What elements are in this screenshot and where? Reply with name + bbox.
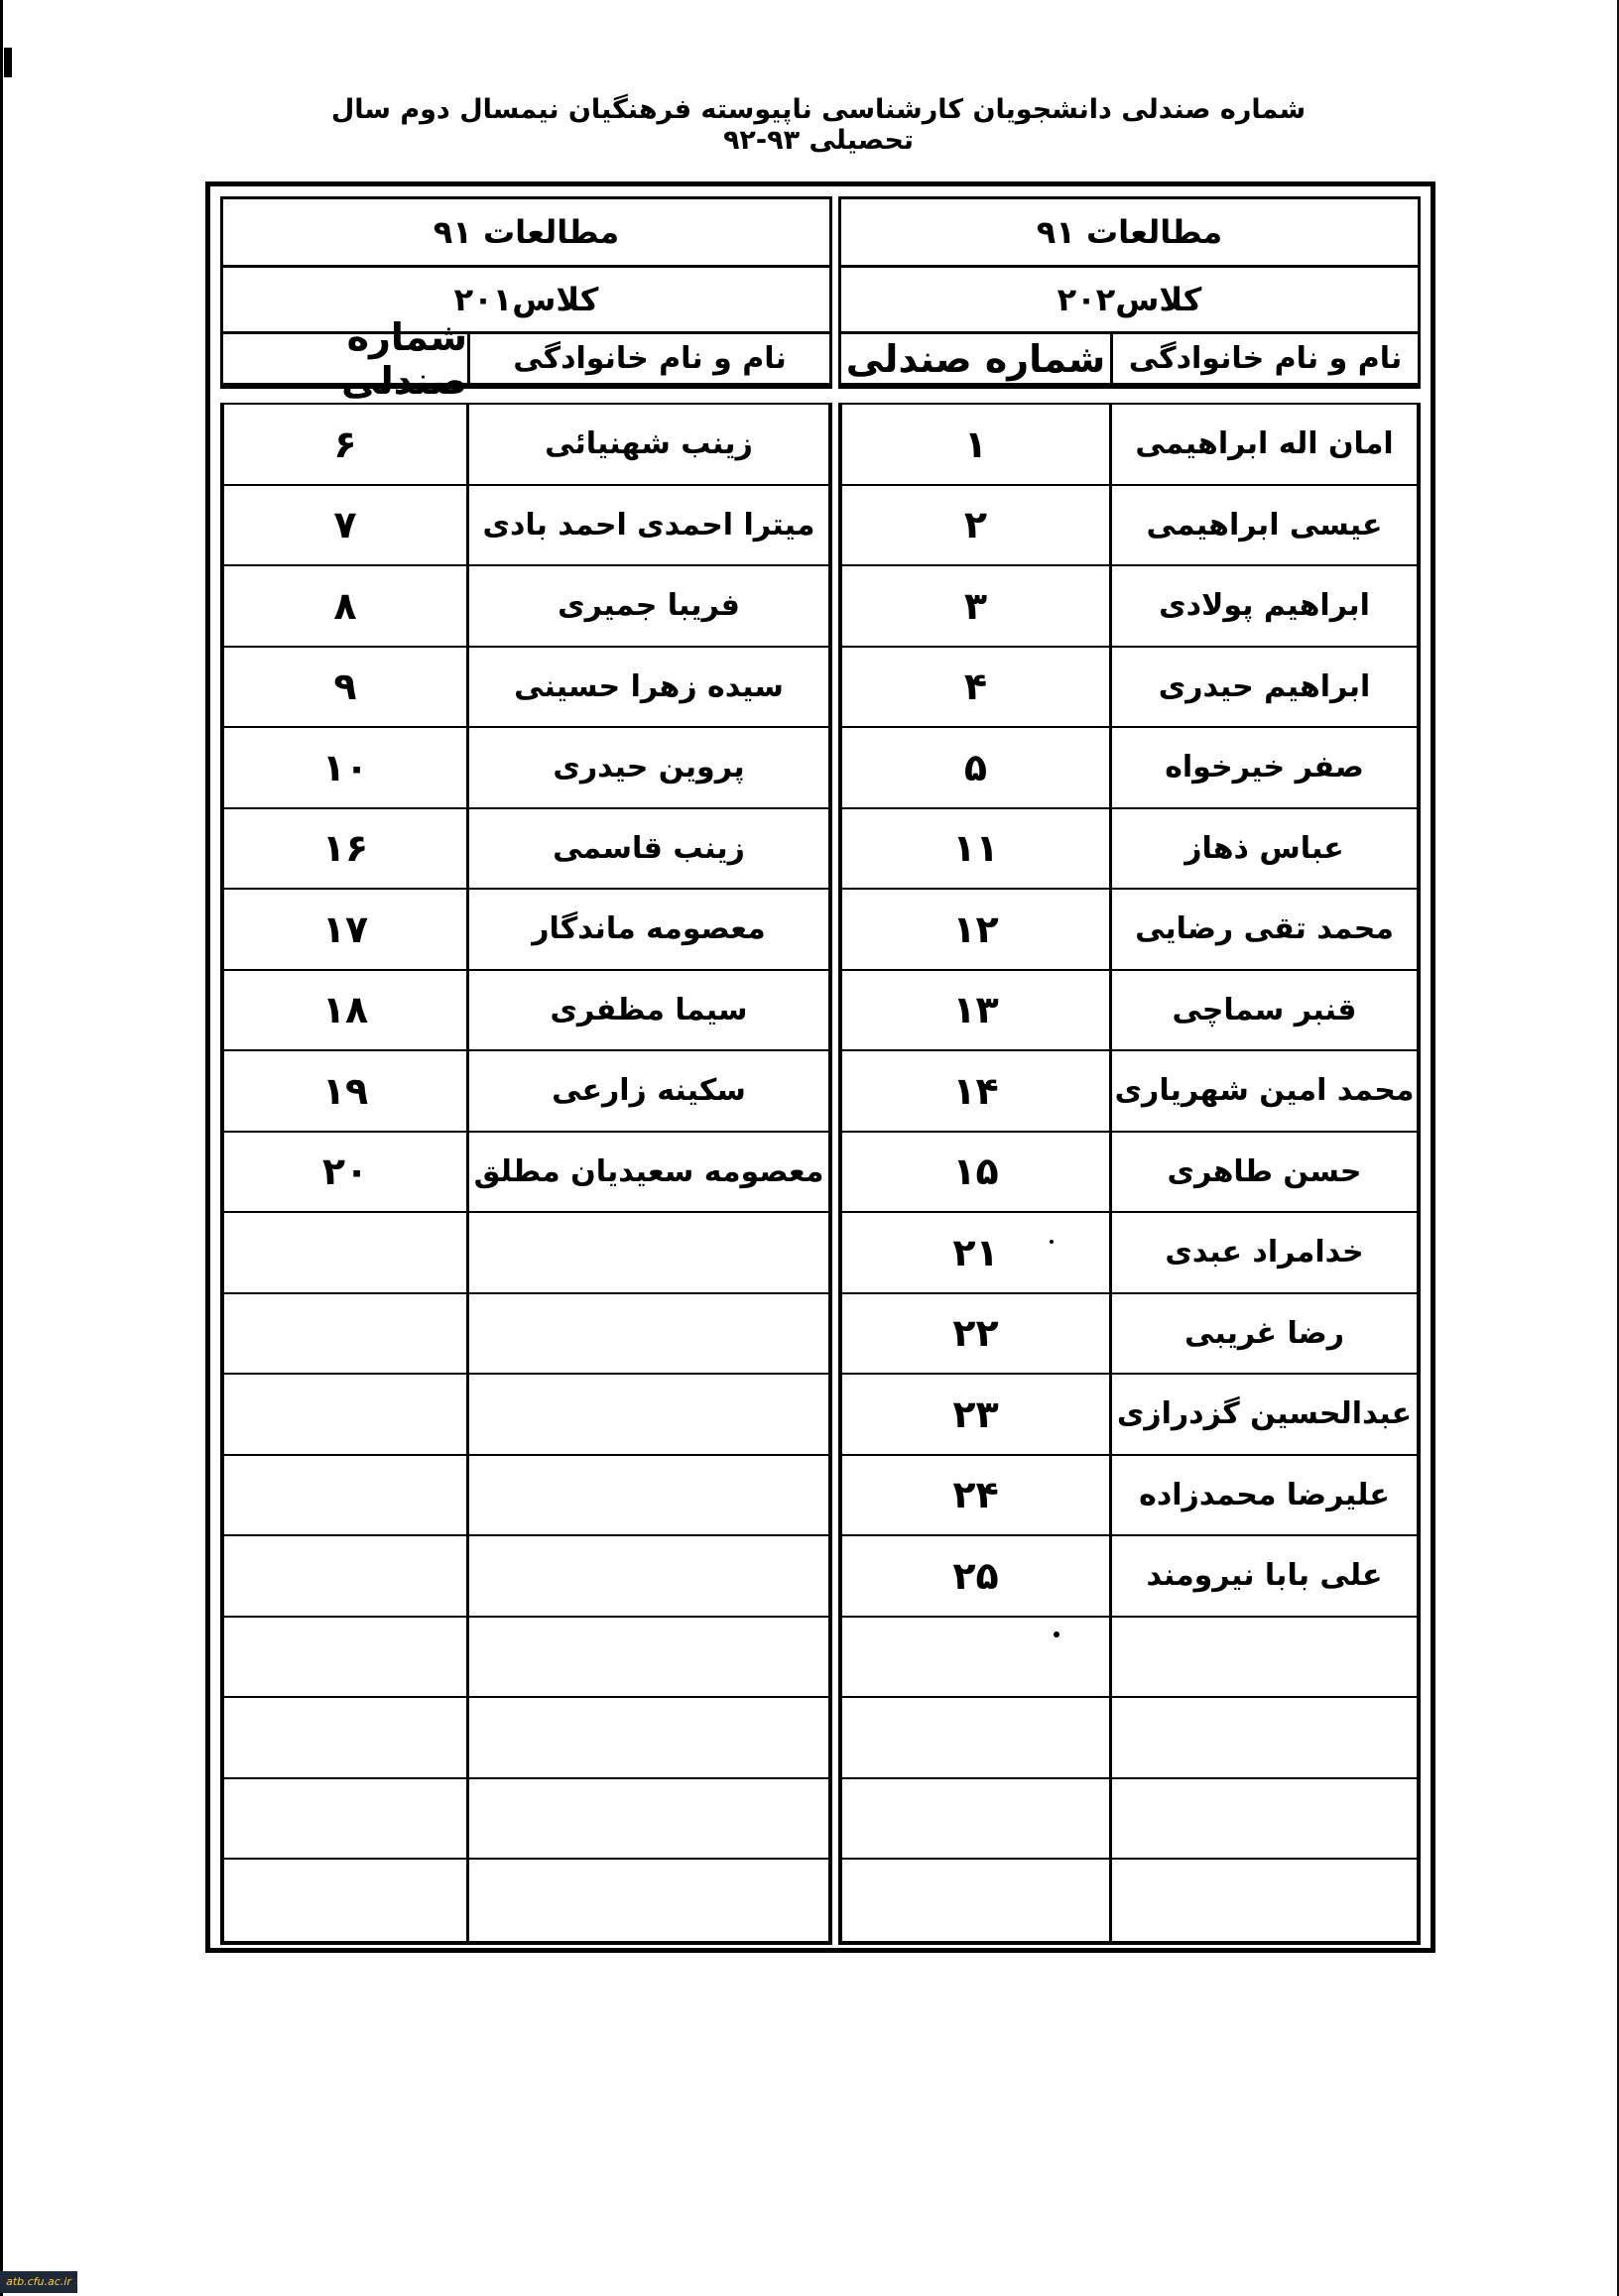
table-row: [842, 1051, 1417, 1133]
student-name-cell: معصومه ماندگار: [466, 890, 828, 969]
table-row: [842, 1375, 1417, 1456]
table-row: [224, 486, 828, 567]
seat-number-cell: ۱۵: [952, 1149, 999, 1194]
table-row: [224, 1375, 828, 1456]
student-name-cell: خدامراد عبدی: [1109, 1213, 1417, 1292]
seat-number-cell: [224, 1294, 466, 1374]
table-row: [224, 1698, 828, 1779]
student-name-cell: علیرضا محمدزاده: [1109, 1456, 1417, 1535]
seat-number-cell: ۸: [333, 583, 357, 628]
student-name-cell: قنبر سماچی: [1109, 971, 1417, 1050]
table-row: [842, 1294, 1417, 1376]
table-row: [842, 728, 1417, 809]
table-class-202: [838, 196, 1421, 1938]
table-row: [842, 1133, 1417, 1214]
seat-number-cell: [224, 1375, 466, 1454]
table-row: [224, 890, 828, 971]
table-row: [842, 1698, 1417, 1779]
seat-number-cell: ۲۴: [952, 1473, 999, 1517]
column-header-name: نام و نام خانوادگی: [467, 334, 829, 383]
seating-frame: [205, 181, 1435, 1953]
table-row: [224, 728, 828, 809]
student-name-cell: پروین حیدری: [466, 728, 828, 807]
table-row: [842, 1779, 1417, 1861]
student-name-cell: رضا غریبی: [1109, 1294, 1417, 1374]
seat-number-cell: ۹: [333, 665, 357, 709]
seat-number-cell: [842, 1698, 1109, 1777]
seat-number-cell: [224, 1456, 466, 1535]
seat-number-cell: ۲: [963, 503, 988, 547]
seat-number-cell: ۴: [963, 665, 988, 709]
student-name-cell: [466, 1375, 828, 1454]
student-name-cell: امان اله ابراهیمی: [1109, 405, 1417, 484]
table-row: [842, 809, 1417, 891]
page-title: شماره صندلی دانشجویان کارشناسی ناپیوسته فرهنگیان نیمسال دوم سال تحصیلی ۹۳-۹۲: [330, 94, 1307, 156]
table-subject-header: مطالعات ۹۱: [838, 196, 1421, 268]
table-row: [842, 405, 1417, 486]
student-name-cell: فریبا جمیری: [466, 566, 828, 646]
column-header-seat: شماره صندلی: [845, 336, 1106, 381]
seat-number-cell: ۱۸: [321, 988, 369, 1032]
table-row: [224, 566, 828, 648]
seat-number-cell: ۱۹: [321, 1068, 369, 1113]
seat-number-cell: [842, 1860, 1109, 1941]
student-name-cell: ابراهیم حیدری: [1109, 648, 1417, 727]
table-class-header: کلاس۲۰۲: [838, 265, 1421, 334]
student-name-cell: [1109, 1698, 1417, 1777]
seat-number-cell: ۲۵: [952, 1553, 999, 1598]
table-body: [838, 403, 1421, 1945]
table-subject-header: مطالعات ۹۱: [220, 196, 832, 268]
table-row: [224, 1618, 828, 1699]
scan-speck: [1050, 1240, 1054, 1244]
table-row: [224, 1779, 828, 1861]
student-name-cell: [466, 1536, 828, 1616]
table-column-headers: [838, 331, 1421, 389]
table-row: [842, 971, 1417, 1052]
student-name-cell: محمد تقی رضایی: [1109, 890, 1417, 969]
table-column-headers: [220, 314, 832, 403]
table-class-201: [220, 196, 832, 1938]
seat-number-cell: ۶: [333, 422, 357, 466]
seat-number-cell: ۱۲: [952, 906, 999, 951]
student-name-cell: عیسی ابراهیمی: [1109, 486, 1417, 565]
table-row: [224, 405, 828, 486]
seat-number-cell: ۱۱: [952, 826, 999, 871]
student-name-cell: [1109, 1618, 1417, 1697]
student-name-cell: سیده زهرا حسینی: [466, 648, 828, 727]
table-row: [224, 1294, 828, 1376]
seat-number-cell: ۱۶: [321, 826, 369, 871]
student-name-cell: صفر خیرخواه: [1109, 728, 1417, 807]
student-name-cell: معصومه سعیدیان مطلق: [466, 1133, 828, 1212]
table-row: [224, 1456, 828, 1537]
scan-edge-tick: [4, 48, 12, 77]
table-row: [224, 1133, 828, 1214]
seat-number-cell: ۷: [333, 503, 357, 547]
table-row: [224, 1051, 828, 1133]
table-row: [842, 890, 1417, 971]
seat-number-cell: [224, 1860, 466, 1941]
table-row: [224, 1213, 828, 1294]
seat-number-cell: ۲۳: [952, 1391, 999, 1436]
seat-number-cell: [224, 1213, 466, 1292]
seat-number-cell: [842, 1618, 1109, 1697]
student-name-cell: زینب قاسمی: [466, 809, 828, 889]
student-name-cell: محمد امین شهریاری: [1109, 1051, 1417, 1131]
seat-number-cell: ۳: [963, 583, 988, 628]
seat-number-cell: [224, 1618, 466, 1697]
table-row: [842, 486, 1417, 567]
student-name-cell: عبدالحسین گزدرازی: [1109, 1375, 1417, 1454]
table-row: [224, 648, 828, 729]
student-name-cell: [466, 1456, 828, 1535]
table-row: [224, 971, 828, 1052]
table-row: [842, 648, 1417, 729]
student-name-cell: [1109, 1779, 1417, 1859]
seat-number-cell: ۱: [963, 422, 988, 466]
student-name-cell: ابراهیم پولادی: [1109, 566, 1417, 646]
column-header-seat: شماره صندلی: [341, 314, 467, 403]
student-name-cell: حسن طاهری: [1109, 1133, 1417, 1212]
seat-number-cell: ۱۷: [321, 906, 369, 951]
table-body: [220, 403, 832, 1945]
scan-speck: [1054, 1631, 1059, 1637]
student-name-cell: سیما مظفری: [466, 971, 828, 1050]
student-name-cell: عباس ذهاز: [1109, 809, 1417, 889]
scan-edge-left: [0, 0, 3, 2296]
table-row: [224, 1860, 828, 1941]
column-header-name: نام و نام خانوادگی: [1110, 334, 1418, 383]
student-name-cell: [466, 1779, 828, 1859]
student-name-cell: میترا احمدی احمد بادی: [466, 486, 828, 565]
site-watermark-badge: atb.cfu.ac.ir: [0, 2271, 77, 2293]
table-row: [842, 1536, 1417, 1618]
student-name-cell: [466, 1618, 828, 1697]
table-row: [842, 1860, 1417, 1941]
seat-number-cell: ۱۴: [952, 1068, 999, 1113]
student-name-cell: علی بابا نیرومند: [1109, 1536, 1417, 1616]
table-row: [842, 1618, 1417, 1699]
seat-number-cell: ۱۰: [321, 745, 369, 789]
seat-number-cell: ۲۱: [952, 1230, 999, 1274]
seat-number-cell: [224, 1536, 466, 1616]
table-row: [842, 566, 1417, 648]
student-name-cell: [1109, 1860, 1417, 1941]
student-name-cell: [466, 1213, 828, 1292]
seat-number-cell: ۲۰: [321, 1149, 369, 1194]
seat-number-cell: [224, 1779, 466, 1859]
seat-number-cell: ۵: [963, 745, 988, 789]
table-row: [224, 809, 828, 891]
table-row: [842, 1456, 1417, 1537]
seat-number-cell: [842, 1779, 1109, 1859]
seat-number-cell: [224, 1698, 466, 1777]
student-name-cell: [466, 1698, 828, 1777]
table-row: [842, 1213, 1417, 1294]
student-name-cell: زینب شهنیائی: [466, 405, 828, 484]
table-class-header: کلاس۲۰۱: [220, 265, 832, 334]
table-row: [224, 1536, 828, 1618]
seat-number-cell: ۲۲: [952, 1311, 999, 1356]
student-name-cell: [466, 1294, 828, 1374]
seat-number-cell: ۱۳: [952, 988, 999, 1032]
student-name-cell: [466, 1860, 828, 1941]
student-name-cell: سکینه زارعی: [466, 1051, 828, 1131]
